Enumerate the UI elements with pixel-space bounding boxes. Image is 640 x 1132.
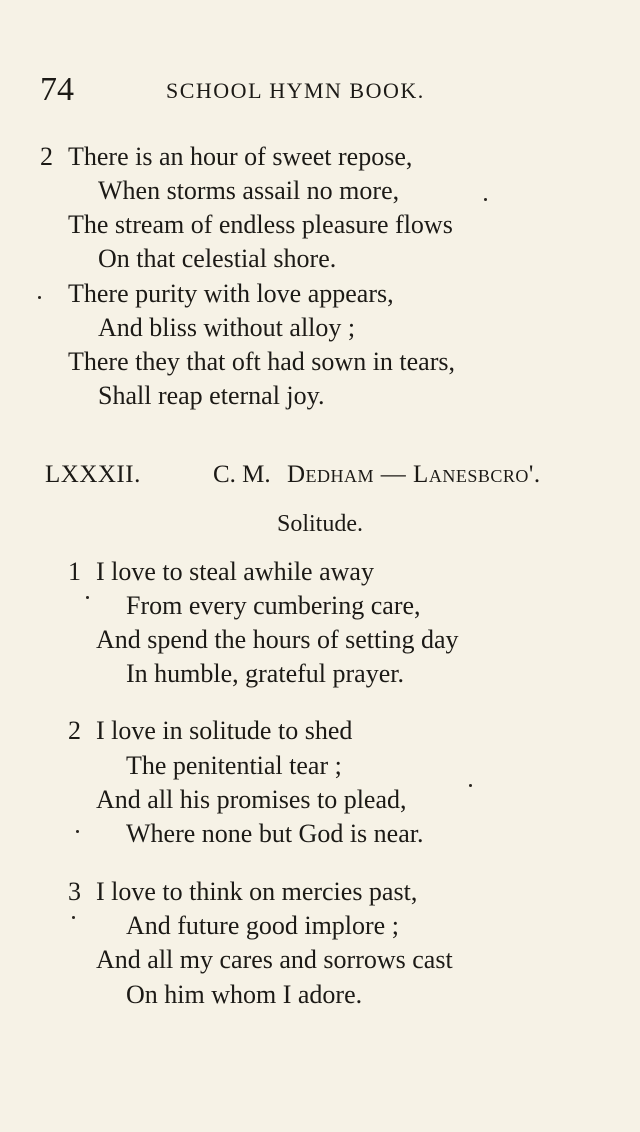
verse-line: On him whom I adore.	[126, 980, 363, 1009]
hymn-number: LXXXII.	[45, 461, 141, 488]
print-speck	[76, 830, 79, 833]
hymn-tunes: Dedham — Lanesbcro'.	[287, 461, 541, 488]
page-header	[40, 70, 600, 110]
print-speck	[484, 198, 487, 201]
verse-line: There is an hour of sweet repose,	[68, 142, 413, 171]
verse-line: On that celestial shore.	[98, 244, 337, 273]
verse-line: Shall reap eternal joy.	[98, 381, 325, 410]
verse-line: And bliss without alloy ;	[98, 313, 356, 342]
verse-line: I love to think on mercies past,	[96, 877, 418, 906]
verse-line: And all his promises to plead,	[96, 785, 407, 814]
stanza-number: 3	[68, 877, 81, 906]
stanza-number: 2	[40, 142, 53, 171]
stanza-number: 2	[68, 716, 81, 745]
page-number: 74	[40, 71, 74, 108]
verse-line: I love to steal awhile away	[96, 557, 374, 586]
verse-line: The penitential tear ;	[126, 751, 342, 780]
verse-line: And all my cares and sorrows cast	[96, 945, 453, 974]
verse-line: The stream of endless pleasure flows	[68, 210, 453, 239]
running-title: SCHOOL HYMN BOOK.	[166, 78, 425, 103]
verse-line: Where none but God is near.	[126, 819, 424, 848]
verse-line: There purity with love appears,	[68, 279, 394, 308]
verse-line: When storms assail no more,	[98, 176, 400, 205]
verse-line: And future good implore ;	[126, 911, 399, 940]
verse-line: I love in solitude to shed	[96, 716, 353, 745]
print-speck	[469, 784, 472, 787]
verse-line: From every cumbering care,	[126, 591, 421, 620]
verse-line: And spend the hours of setting day	[96, 625, 459, 654]
verse-line: There they that oft had sown in tears,	[68, 347, 455, 376]
print-speck	[72, 916, 75, 919]
print-speck	[86, 596, 89, 599]
print-speck	[38, 296, 41, 299]
hymn-heading	[45, 458, 605, 492]
stanza-number: 1	[68, 557, 81, 586]
verse-line: In humble, grateful prayer.	[126, 659, 404, 688]
hymn-title: Solitude.	[276, 511, 363, 537]
hymn-meter: C. M.	[213, 461, 271, 488]
